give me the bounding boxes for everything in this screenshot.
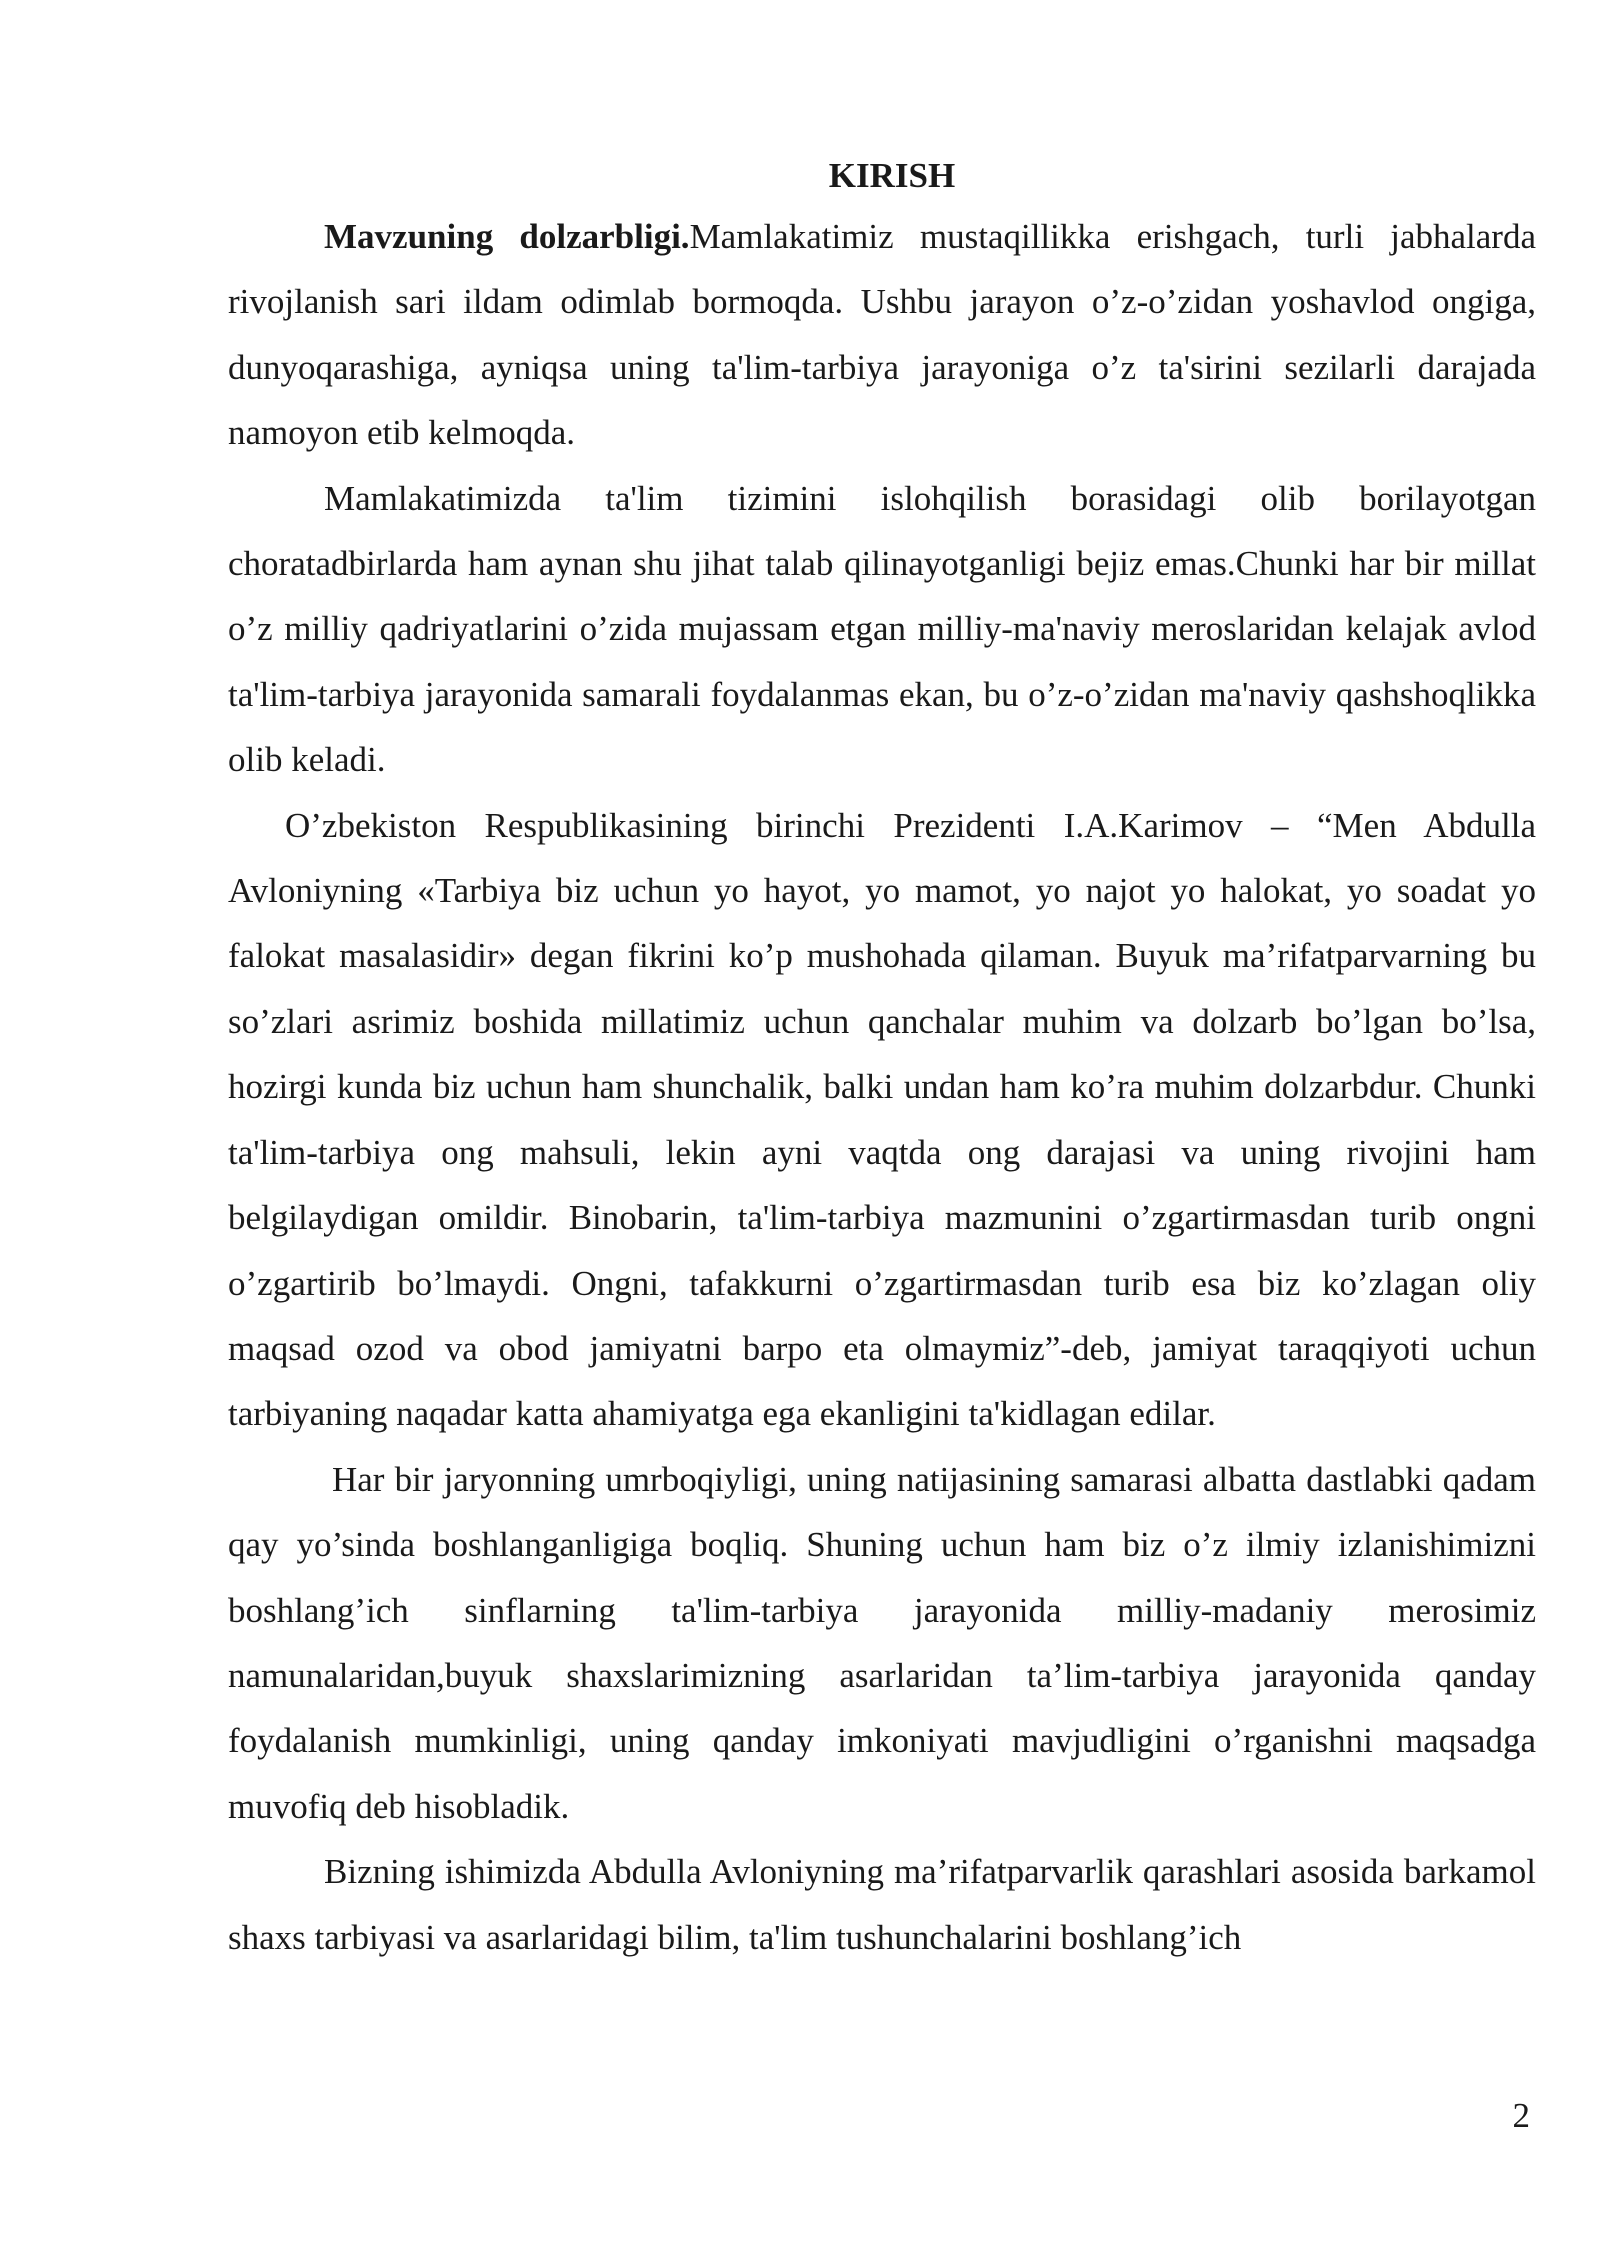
page-number: 2 [1512, 2096, 1530, 2135]
paragraph-education-reform: Mamlakatimizda ta'lim tizimini islohqilish borasidagi olib borilayotgan choratadbirlarda ham aynan shu jihat talab qilinayotganligi bejiz emas.Chunki har bir millat o’z milliy qadriyatlarini o’zida mujassam etgan milliy-ma'naviy meroslaridan kelajak avlod ta'lim-tarbiya jarayonida samarali foydalanmas ekan, bu o’z-o’zidan ma'naviy qashshoqlikka olib keladi. [228, 478, 1536, 780]
paragraph-karimov-quote: O’zbekiston Respublikasining birinchi Prezidenti I.A.Karimov – “Men Abdulla Avloniyning «Tarbiya biz uchun yo hayot, yo mamot, yo najot yo halokat, yo soadat yo falokat masalasidir» degan fikrini ko’p mushohada qilaman. Buyuk ma’rifatparvarning bu so’zlari asrimiz boshida millatimiz uchun qanchalar muhim va dolzarb bo’lgan bo’lsa, hozirgi kunda biz uchun ham shunchalik, balki undan ham ko’ra muhim dolzarbdur. Chunki ta'lim-tarbiya ong mahsuli, lekin ayni vaqtda ong darajasi va uning rivojini ham belgilaydigan omildir. Binobarin, ta'lim-tarbiya mazmunini o’zgartirmasdan turib ongni o’zgartirib bo’lmaydi. Ongni, tafakkurni o’zgartirmasdan turib esa biz ko’zlagan oliy maqsad ozod va obod jamiyatni barpo eta olmaymiz”-deb, jamiyat taraqqiyoti uchun tarbiyaning naqadar katta ahamiyatga ega ekanligini ta'kidlagan edilar. [228, 805, 1536, 1434]
paragraph-text: Mamlakatimiz mustaqillikka erishgach, turli jabhalarda rivojlanish sari ildam odimlab bormoqda. Ushbu jarayon o’z-o’zidan yoshavlod ongiga, dunyoqarashiga, ayniqsa uning ta'lim-tarbiya jarayoniga o’z ta'sirini sezilarli darajada namoyon etib kelmoqda. [228, 217, 1536, 453]
paragraph-lead-bold: Mavzuning dolzarbligi. [324, 217, 690, 256]
section-heading: KIRISH [828, 156, 956, 195]
paragraph-relevance [228, 204, 1536, 466]
document-body [228, 148, 1536, 1970]
paragraph-avloniy-views: Bizning ishimizda Abdulla Avloniyning ma’rifatparvarlik qarashlari asosida barkamol shaxs tarbiyasi va asarlaridagi bilim, ta'lim tushunchalarini boshlang’ich [228, 1852, 1536, 1957]
paragraph-research-aim: Har bir jaryonning umrboqiyligi, uning natijasining samarasi albatta dastlabki qadam qay yo’sinda boshlanganligiga boqliq. Shuning uchun ham biz o’z ilmiy izlanishimizni boshlang’ich sinflarning ta'lim-tarbiya jarayonida milliy-madaniy merosimiz namunalaridan,buyuk shaxslarimizning asarlaridan ta’lim-tarbiya jarayonida qanday foydalanish mumkinligi, uning qanday imkoniyati mavjudligini o’rganishni maqsadga muvofiq deb hisobladik. [228, 1459, 1536, 1826]
